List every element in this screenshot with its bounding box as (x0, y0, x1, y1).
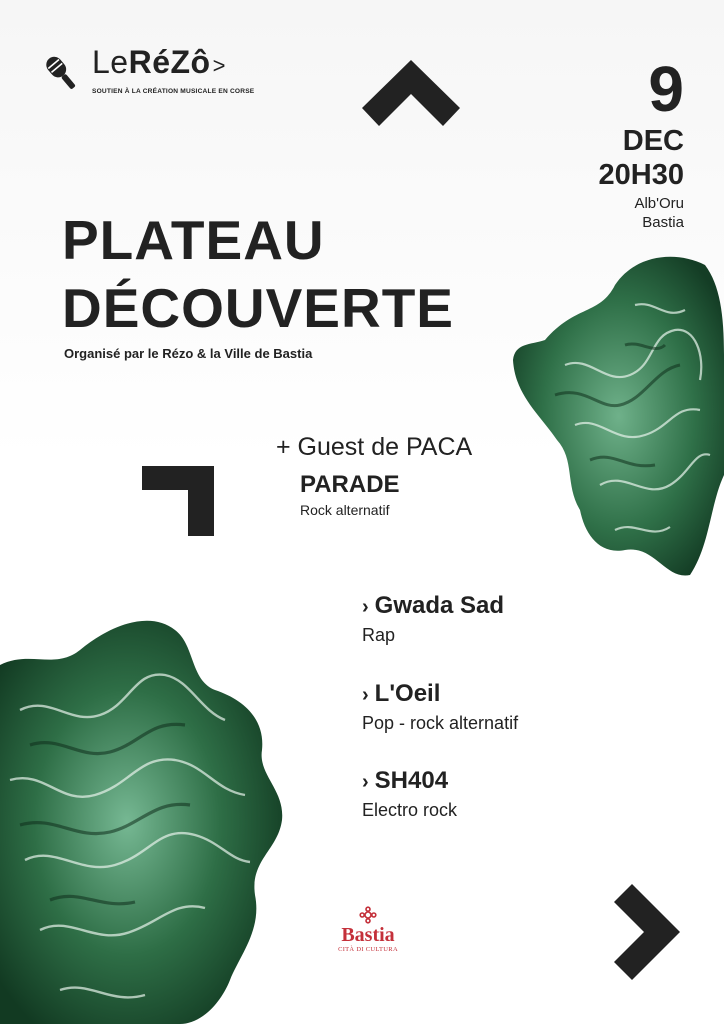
event-date-block (598, 53, 684, 232)
microphone-icon (42, 52, 82, 96)
event-title-line1: PLATEAU (62, 209, 325, 271)
chevron-up-icon (362, 60, 460, 126)
artist-name: Gwada Sad (374, 592, 505, 619)
artist-genre: Rap (362, 625, 396, 645)
event-title (62, 206, 454, 342)
lineup-item (362, 767, 457, 822)
event-city: Bastia (642, 214, 684, 231)
event-time: 20H30 (598, 159, 684, 191)
bastia-logo (320, 906, 416, 953)
event-organizer: Organisé par le Rézo & la Ville de Bastia (64, 346, 313, 361)
artist-name: SH404 (374, 767, 449, 794)
artist-name: L'Oeil (374, 680, 441, 707)
guest-name: PARADE (300, 471, 400, 498)
green-marble-blob-right (505, 245, 724, 580)
corner-bracket-icon (142, 466, 214, 536)
guest-genre: Rock alternatif (300, 502, 390, 518)
logo-wordmark (92, 44, 226, 81)
logo-tagline: SOUTIEN À LA CRÉATION MUSICALE EN CORSE (92, 88, 255, 95)
lineup-item (362, 592, 504, 647)
event-day: 9 (648, 53, 684, 125)
event-venue: Alb'Oru (634, 195, 684, 212)
chevron-right-small-icon: › (362, 771, 369, 793)
rezo-logo (42, 44, 282, 104)
artist-genre: Electro rock (362, 800, 458, 820)
guest-intro: + Guest de PACA (276, 433, 473, 461)
event-month: DEC (622, 125, 684, 157)
partner-tagline: CITÀ DI CULTURA (338, 946, 398, 953)
lineup-item (362, 680, 518, 735)
chevron-right-small-icon: › (362, 684, 369, 706)
bastia-emblem-icon (359, 906, 377, 924)
logo-rezo: RéZô (128, 44, 211, 80)
logo-arrow: > (212, 53, 226, 78)
green-marble-blob-left (0, 610, 290, 1024)
logo-le: Le (92, 44, 129, 80)
chevron-right-icon (614, 884, 680, 980)
event-title-line2: DÉCOUVERTE (62, 277, 454, 339)
partner-name: Bastia (341, 924, 395, 946)
artist-genre: Pop - rock alternatif (362, 713, 519, 733)
chevron-right-small-icon: › (362, 596, 369, 618)
